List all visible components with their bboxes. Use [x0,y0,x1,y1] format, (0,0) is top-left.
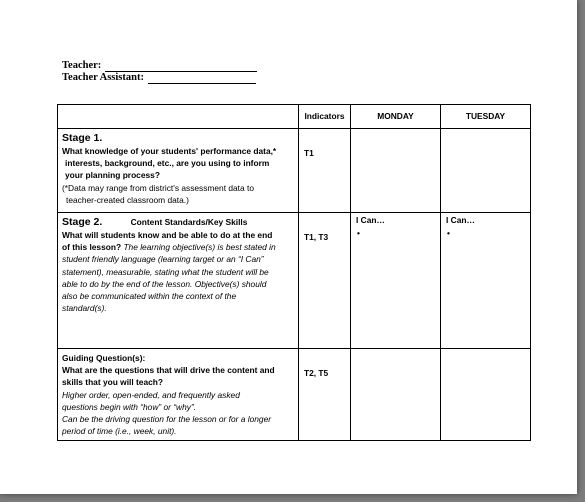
stage-2-line6: also be communicated within the context of the [62,291,237,302]
guiding-line5: Can be the driving question for the lesson or for a longer [62,414,272,425]
table-header-row [58,105,531,129]
stage-2-line5: able to do by the end of the lesson. Objective(s) should [62,278,267,289]
monday-i-can: I Can… [356,215,385,225]
table-row [58,129,531,213]
stage-1-title: Stage 1. [62,132,103,144]
stage-2-line2-italic: The learning objective(s) is best stated in [123,242,276,253]
guiding-monday[interactable] [351,349,441,441]
stage-2-cell [58,213,299,349]
stage-1-line5: teacher-created classroom data.) [66,194,189,205]
stage-1-tuesday[interactable] [441,129,531,213]
teacher-line [62,60,257,72]
stage-1-monday[interactable] [351,129,441,213]
guiding-line3: Higher order, open-ended, and frequently asked [62,389,240,400]
stage-1-line3: your planning process? [65,170,160,181]
assistant-label: Teacher Assistant: [62,72,144,83]
stage-2-tuesday[interactable] [441,213,531,349]
stage-2-monday[interactable] [351,213,441,349]
lesson-plan-table [57,104,531,441]
guiding-title: Guiding Question(s): [62,353,146,363]
tuesday-i-can: I Can… [446,215,475,225]
guiding-tuesday[interactable] [441,349,531,441]
assistant-field[interactable] [148,73,256,84]
stage-2-line3: student friendly language (learning target or an “I Can” [62,254,264,265]
stage-1-line4: (*Data may range from district's assessment data to [62,182,254,193]
stage-2-subtitle: Content Standards/Key Skills [130,217,248,227]
guiding-line4: questions begin with “how” or “why”. [62,401,197,412]
teacher-field[interactable] [105,61,257,72]
guiding-questions-cell [58,349,299,441]
stage-1-indicators-text: T1 [304,148,314,158]
assistant-line [62,72,257,84]
guiding-line1: What are the questions that will drive the content and [62,365,275,376]
monday-bullet: • [357,228,360,239]
column-header-tuesday: TUESDAY [441,105,531,129]
teacher-label: Teacher: [62,60,102,71]
column-header-monday: MONDAY [351,105,441,129]
guiding-indicators-text: T2, T5 [304,368,329,378]
guiding-indicators [299,349,351,441]
stage-1-indicators [299,129,351,213]
table-row [58,349,531,441]
stage-1-line1: What knowledge of your students' performance data,* [62,146,277,156]
table-row [58,213,531,349]
stage-2-title: Stage 2. [62,216,103,228]
stage-2-indicators-text: T1, T3 [304,232,329,242]
tuesday-bullet: • [447,228,450,239]
header-block [62,60,257,84]
guiding-line2: skills that you will teach? [62,377,163,388]
guiding-line6: period of time (i.e., week, unit). [62,426,177,437]
column-header-blank [58,105,299,129]
stage-2-indicators [299,213,351,349]
stage-1-cell [58,129,299,213]
stage-2-line4: statement), measurable, stating what the student will be [62,266,269,277]
column-header-indicators: Indicators [299,105,351,129]
stage-1-line2: interests, background, etc., are you using to inform [65,158,270,169]
stage-2-line7: standard(s). [62,303,107,314]
stage-2-line1: What will students know and be able to do at the end [62,230,273,240]
stage-2-line2: of this lesson? [62,242,122,253]
